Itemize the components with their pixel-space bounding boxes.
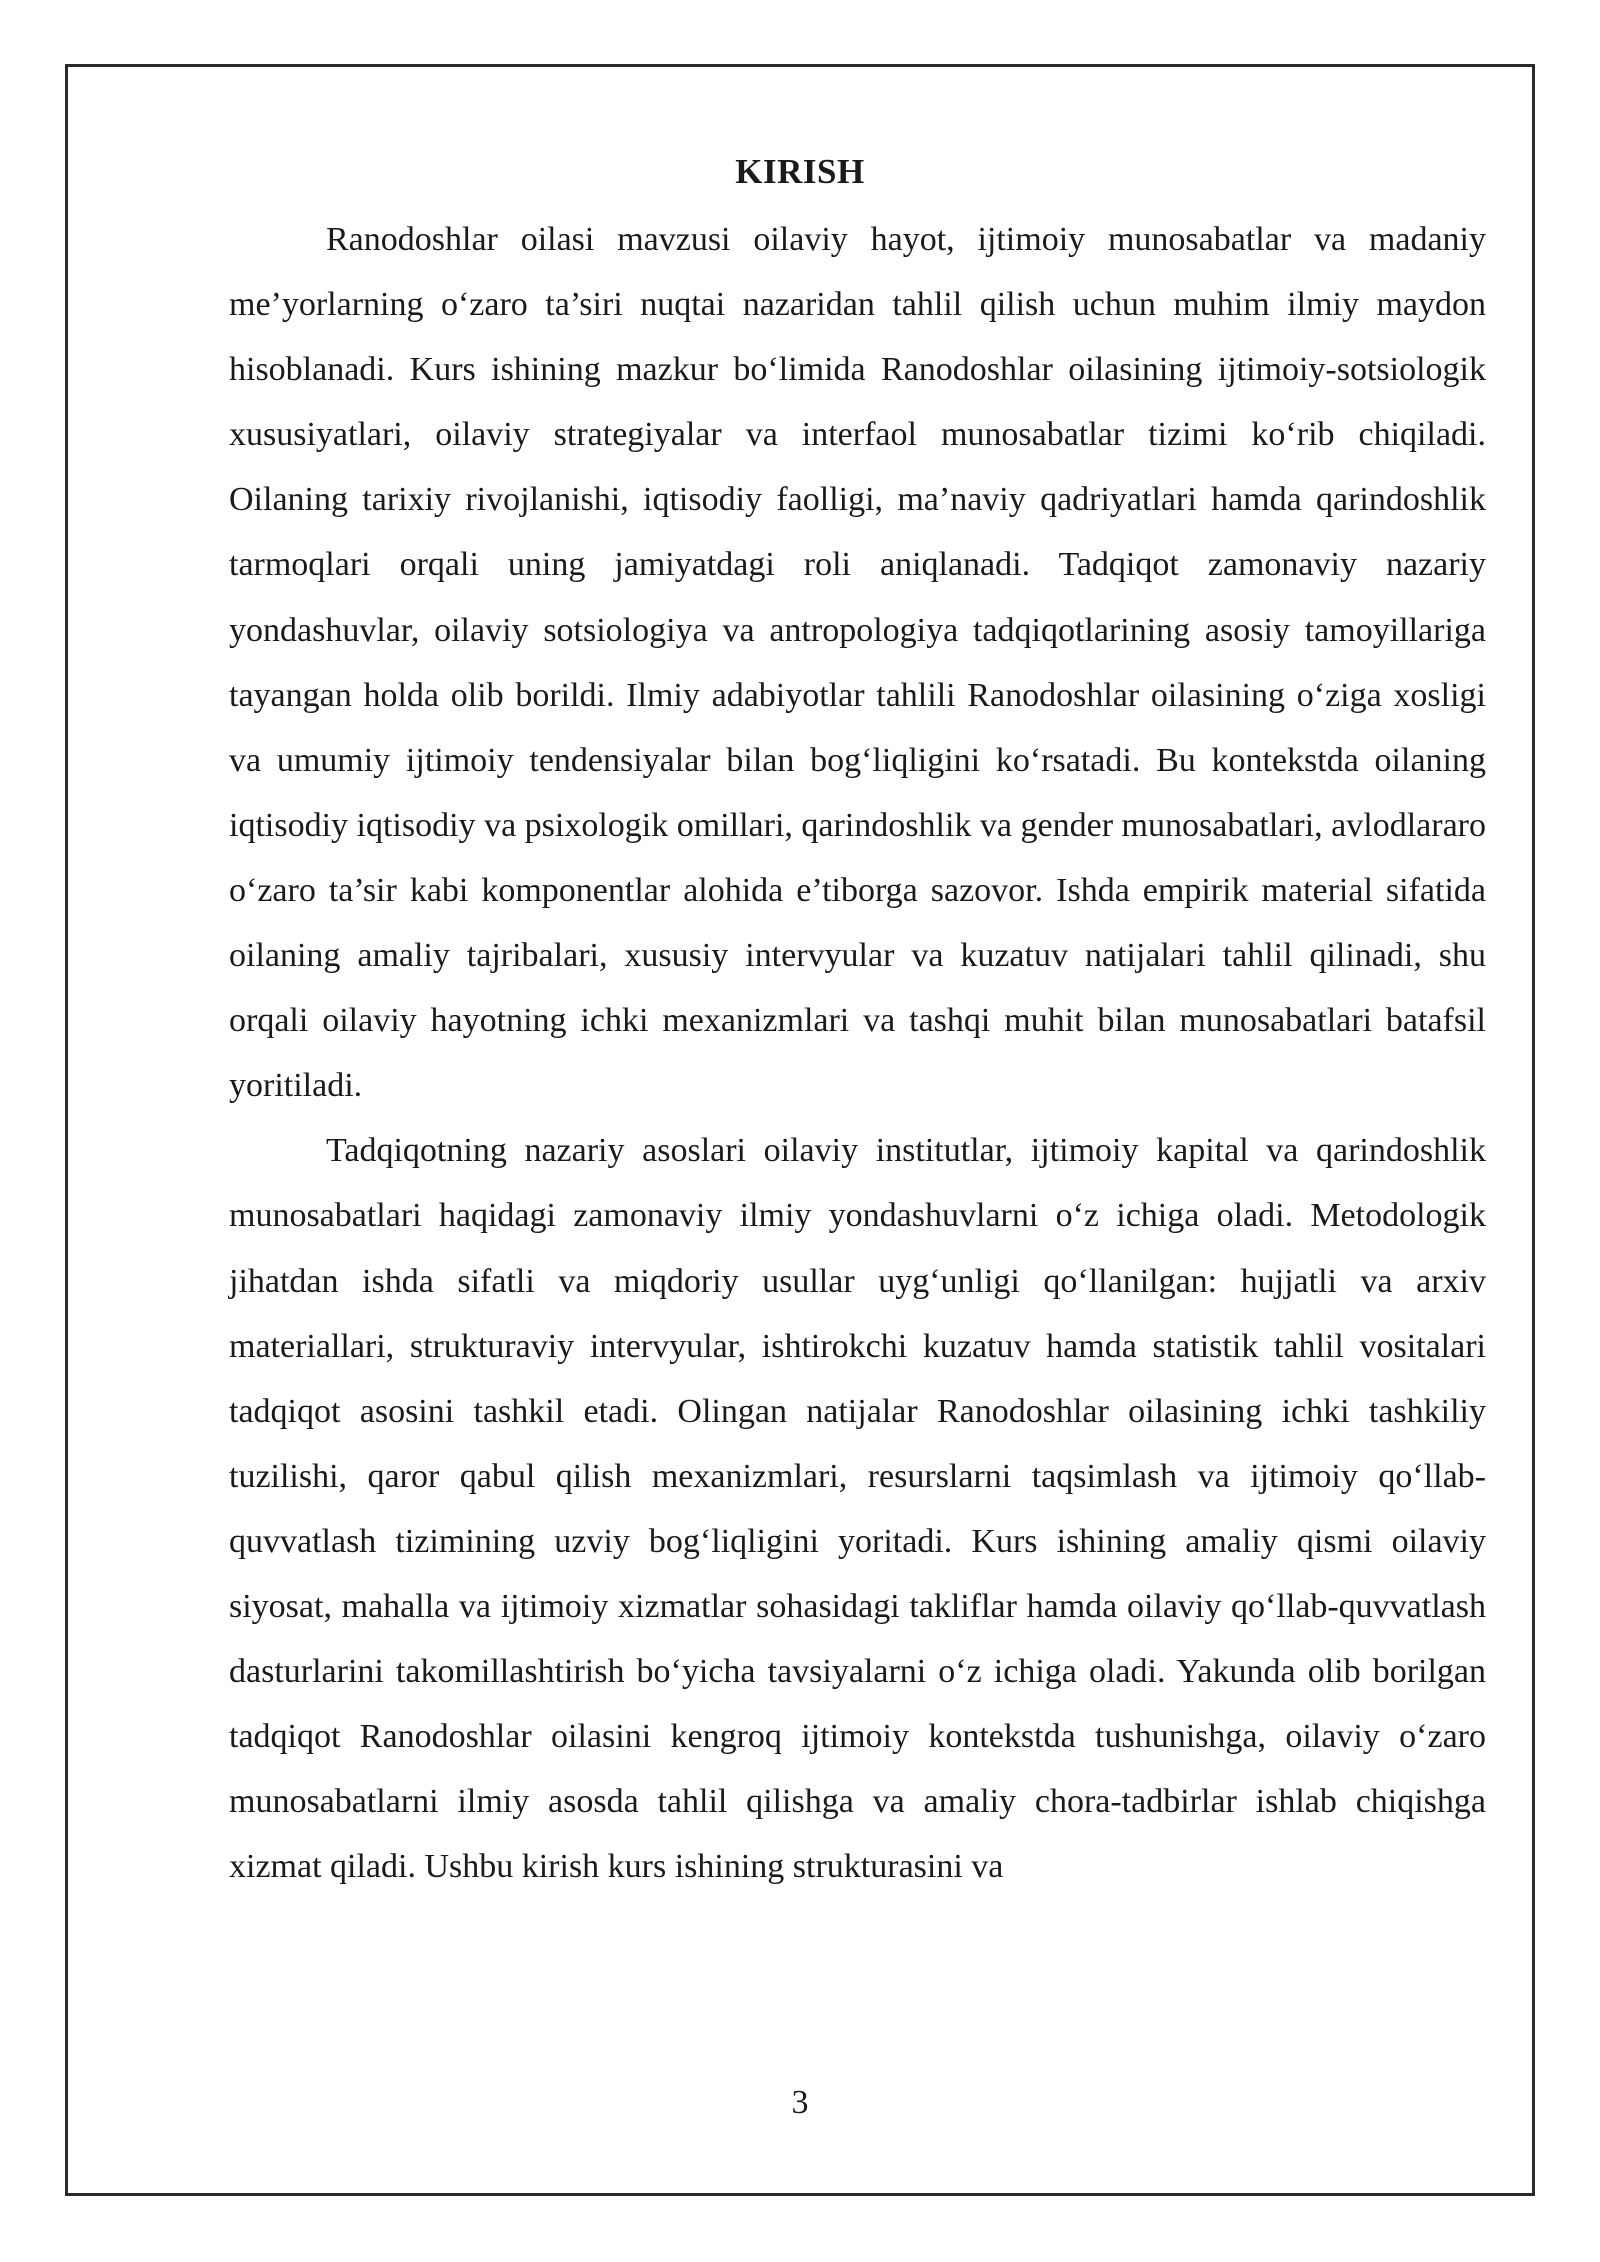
paragraph-1: Ranodoshlar oilasi mavzusi oilaviy hayot, ijtimoiy munosabatlar va madaniy me’yorlarning o‘zaro ta’siri nuqtai nazaridan tahlil qilish uchun muhim ilmiy maydon hisoblanadi. Kurs ishining mazkur bo‘limida Ranodoshlar oilasining ijtimoiy-sotsiologik xususiyatlari, oilaviy strategiyalar va interfaol munosabatlar tizimi ko‘rib chiqiladi. Oilaning tarixiy rivojlanishi, iqtisodiy faolligi, ma’naviy qadriyatlari hamda qarindoshlik tarmoqlari orqali uning jamiyatdagi roli aniqlanadi. Tadqiqot zamonaviy nazariy yondashuvlar, oilaviy sotsiologiya va antropologiya tadqiqotlarining asosiy tamoyillariga tayangan holda olib borildi. Ilmiy adabiyotlar tahlili Ranodoshlar oilasining o‘ziga xosligi va umumiy ijtimoiy tendensiyalar bilan bog‘liqligini ko‘rsatadi. Bu kontekstda oilaning iqtisodiy iqtisodiy va psixologik omillari, qarindoshlik va gender munosabatlari, avlodlararo o‘zaro ta’sir kabi komponentlar alohida e’tiborga sazovor. Ishda empirik material sifatida oilaning amaliy tajribalari, xususiy intervyular va kuzatuv natijalari tahlil qilinadi, shu orqali oilaviy hayotning ichki mexanizmlari va tashqi muhit bilan munosabatlari batafsil yoritiladi. bbox=[229, 221, 1486, 1105]
section-title: KIRISH bbox=[735, 152, 865, 191]
page-number: 3 bbox=[791, 2084, 809, 2121]
paragraph-2: Tadqiqotning nazariy asoslari oilaviy institutlar, ijtimoiy kapital va qarindoshlik munosabatlari haqidagi zamonaviy ilmiy yondashuvlarni o‘z ichiga oladi. Metodologik jihatdan ishda sifatli va miqdoriy usullar uyg‘unligi qo‘llanilgan: hujjatli va arxiv materiallari, strukturaviy intervyular, ishtirokchi kuzatuv hamda statistik tahlil vositalari tadqiqot asosini tashkil etadi. Olingan natijalar Ranodoshlar oilasining ichki tashkiliy tuzilishi, qaror qabul qilish mexanizmlari, resurslarni taqsimlash va ijtimoiy qo‘llab-quvvatlash tizimining uzviy bog‘liqligini yoritadi. Kurs ishining amaliy qismi oilaviy siyosat, mahalla va ijtimoiy xizmatlar sohasidagi takliflar hamda oilaviy qo‘llab-quvvatlash dasturlarini takomillashtirish bo‘yicha tavsiyalarni o‘z ichiga oladi. Yakunda olib borilgan tadqiqot Ranodoshlar oilasini kengroq ijtimoiy kontekstda tushunishga, oilaviy o‘zaro munosabatlarni ilmiy asosda tahlil qilishga va amaliy chora-tadbirlar ishlab chiqishga xizmat qiladi. Ushbu kirish kurs ishining strukturasini va bbox=[229, 1132, 1486, 1886]
body-text bbox=[229, 207, 1486, 1899]
